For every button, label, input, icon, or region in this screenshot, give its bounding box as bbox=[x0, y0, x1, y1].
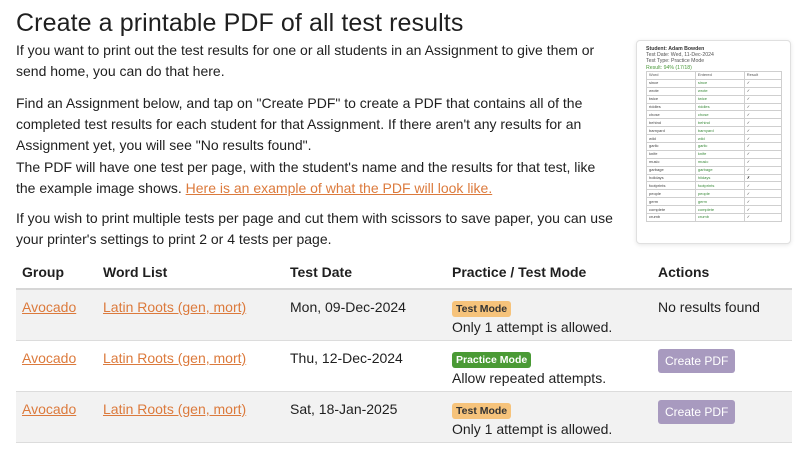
example-word-cell: knife bbox=[647, 150, 696, 158]
example-word-cell: music bbox=[647, 158, 696, 166]
test-date-cell: Sat, 18-Jan-2025 bbox=[284, 392, 446, 443]
example-row bbox=[647, 158, 782, 166]
actions-cell bbox=[652, 341, 792, 392]
test-mode-badge: Test Mode bbox=[452, 403, 511, 419]
example-word-cell: crumb bbox=[647, 214, 696, 222]
example-entered-cell: garlic bbox=[695, 143, 744, 151]
example-entered-cell: wrote bbox=[695, 87, 744, 95]
example-word-cell: twice bbox=[647, 95, 696, 103]
actions-cell bbox=[652, 392, 792, 443]
mode-cell bbox=[446, 289, 652, 341]
example-entered-cell: riddles bbox=[695, 103, 744, 111]
example-entered-cell: knife bbox=[695, 150, 744, 158]
word-list-link[interactable]: Latin Roots (gen, mort) bbox=[103, 299, 247, 315]
intro-paragraph-3 bbox=[16, 157, 616, 199]
intro-paragraph-4: If you wish to print multiple tests per page and cut them with scissors to save paper, you can use your printer's settings to print 2 or 4 tests per page. bbox=[16, 210, 613, 247]
word-list-cell bbox=[97, 289, 284, 341]
mode-cell bbox=[446, 341, 652, 392]
example-type: Test Type: Practice Mode bbox=[646, 58, 705, 65]
example-result-cell: ✓ bbox=[744, 135, 781, 143]
example-result-cell: ✓ bbox=[744, 95, 781, 103]
group-link[interactable]: Avocado bbox=[22, 350, 77, 366]
example-word-cell: germ bbox=[647, 198, 696, 206]
example-word-cell: people bbox=[647, 190, 696, 198]
example-result: Result: 94% (17/18) bbox=[646, 64, 692, 71]
group-cell bbox=[16, 289, 97, 341]
example-row bbox=[647, 190, 782, 198]
test-date-cell: Mon, 09-Dec-2024 bbox=[284, 289, 446, 341]
example-row bbox=[647, 198, 782, 206]
mode-description: Allow repeated attempts. bbox=[452, 370, 607, 386]
example-result-cell: ✓ bbox=[744, 103, 781, 111]
example-word-cell: barnyard bbox=[647, 127, 696, 135]
example-row bbox=[647, 166, 782, 174]
example-row bbox=[647, 206, 782, 214]
example-word-cell: garlic bbox=[647, 143, 696, 151]
example-row bbox=[647, 111, 782, 119]
example-word-cell: garbage bbox=[647, 166, 696, 174]
example-word-cell: Word bbox=[647, 72, 696, 80]
page-title: Create a printable PDF of all test results bbox=[16, 9, 464, 37]
column-header-mode: Practice / Test Mode bbox=[446, 256, 652, 289]
example-row bbox=[647, 174, 782, 182]
example-entered-cell: hiidays bbox=[695, 174, 744, 182]
example-result-cell: ✗ bbox=[744, 174, 781, 182]
example-result-cell: ✓ bbox=[744, 158, 781, 166]
column-header-group: Group bbox=[16, 256, 97, 289]
example-row bbox=[647, 127, 782, 135]
example-row bbox=[647, 79, 782, 87]
example-header bbox=[646, 46, 714, 71]
test-mode-badge: Test Mode bbox=[452, 301, 511, 317]
example-entered-cell: twice bbox=[695, 95, 744, 103]
test-date-cell: Thu, 12-Dec-2024 bbox=[284, 341, 446, 392]
example-entered-cell: garbage bbox=[695, 166, 744, 174]
create-pdf-button[interactable]: Create PDF bbox=[658, 400, 735, 424]
example-header-row bbox=[647, 72, 782, 80]
group-link[interactable]: Avocado bbox=[22, 299, 77, 315]
example-entered-cell: barnyard bbox=[695, 127, 744, 135]
actions-cell bbox=[652, 289, 792, 341]
example-pdf-image bbox=[636, 40, 791, 244]
example-entered-cell: complete bbox=[695, 206, 744, 214]
table-row bbox=[16, 289, 792, 341]
example-result-cell: ✓ bbox=[744, 119, 781, 127]
example-word-cell: chose bbox=[647, 111, 696, 119]
intro-paragraph-1: If you want to print out the test results for one or all students in an Assignment to give them or send home, you can do that here. bbox=[16, 42, 595, 79]
example-entered-cell: germ bbox=[695, 198, 744, 206]
practice-mode-badge: Practice Mode bbox=[452, 352, 531, 368]
example-row bbox=[647, 119, 782, 127]
example-word-cell: footprints bbox=[647, 182, 696, 190]
example-row bbox=[647, 150, 782, 158]
create-pdf-button[interactable]: Create PDF bbox=[658, 349, 735, 373]
word-list-cell bbox=[97, 392, 284, 443]
example-row bbox=[647, 135, 782, 143]
column-header-word-list: Word List bbox=[97, 256, 284, 289]
example-result-cell: ✓ bbox=[744, 111, 781, 119]
mode-cell bbox=[446, 392, 652, 443]
example-entered-cell: music bbox=[695, 158, 744, 166]
example-results-table bbox=[646, 71, 782, 222]
example-entered-cell: crumb bbox=[695, 214, 744, 222]
example-word-cell: wrote bbox=[647, 87, 696, 95]
example-result-cell: ✓ bbox=[744, 87, 781, 95]
example-row bbox=[647, 103, 782, 111]
word-list-cell bbox=[97, 341, 284, 392]
example-result-cell: ✓ bbox=[744, 190, 781, 198]
example-row bbox=[647, 87, 782, 95]
example-entered-cell: chose bbox=[695, 111, 744, 119]
example-result-cell: ✓ bbox=[744, 166, 781, 174]
table-row bbox=[16, 341, 792, 392]
example-entered-cell: wild bbox=[695, 135, 744, 143]
example-word-cell: holidays bbox=[647, 174, 696, 182]
mode-description: Only 1 attempt is allowed. bbox=[452, 319, 613, 335]
example-entered-cell: Entered bbox=[695, 72, 744, 80]
assignments-table bbox=[16, 256, 792, 443]
word-list-link[interactable]: Latin Roots (gen, mort) bbox=[103, 350, 247, 366]
example-entered-cell: people bbox=[695, 190, 744, 198]
example-word-cell: complete bbox=[647, 206, 696, 214]
example-result-cell: ✓ bbox=[744, 206, 781, 214]
group-link[interactable]: Avocado bbox=[22, 401, 77, 417]
example-row bbox=[647, 214, 782, 222]
table-header-row bbox=[16, 256, 792, 289]
column-header-actions: Actions bbox=[652, 256, 792, 289]
example-word-cell: behind bbox=[647, 119, 696, 127]
example-row bbox=[647, 182, 782, 190]
example-student: Student: Adam Bowden bbox=[646, 46, 705, 52]
example-date: Test Date: Wed, 11-Dec-2024 bbox=[646, 52, 714, 59]
example-entered-cell: since bbox=[695, 79, 744, 87]
example-row bbox=[647, 95, 782, 103]
example-result-cell: Result bbox=[744, 72, 781, 80]
example-result-cell: ✓ bbox=[744, 79, 781, 87]
example-result-cell: ✓ bbox=[744, 127, 781, 135]
example-entered-cell: footprints bbox=[695, 182, 744, 190]
example-result-cell: ✓ bbox=[744, 198, 781, 206]
word-list-link[interactable]: Latin Roots (gen, mort) bbox=[103, 401, 247, 417]
example-entered-cell: behind bbox=[695, 119, 744, 127]
column-header-test-date: Test Date bbox=[284, 256, 446, 289]
intro-paragraph-3-text: The PDF will have one test per page, with the student's name and the results for that test, like the example image shows. bbox=[16, 159, 596, 196]
example-result-cell: ✓ bbox=[744, 214, 781, 222]
group-cell bbox=[16, 392, 97, 443]
intro-paragraph-2: Find an Assignment below, and tap on "Create PDF" to create a PDF that contains all of the completed test results for each student for that Assignment. If there aren't any results for an Assignment yet, you will see "No results found". bbox=[16, 95, 583, 153]
example-word-cell: since bbox=[647, 79, 696, 87]
table-row bbox=[16, 392, 792, 443]
example-result-cell: ✓ bbox=[744, 150, 781, 158]
example-row bbox=[647, 143, 782, 151]
example-word-cell: riddles bbox=[647, 103, 696, 111]
example-word-cell: wild bbox=[647, 135, 696, 143]
example-result-cell: ✓ bbox=[744, 182, 781, 190]
example-result-cell: ✓ bbox=[744, 143, 781, 151]
mode-description: Only 1 attempt is allowed. bbox=[452, 421, 613, 437]
no-results-text: No results found bbox=[658, 299, 760, 315]
group-cell bbox=[16, 341, 97, 392]
example-pdf-link[interactable]: Here is an example of what the PDF will look like. bbox=[185, 180, 493, 196]
